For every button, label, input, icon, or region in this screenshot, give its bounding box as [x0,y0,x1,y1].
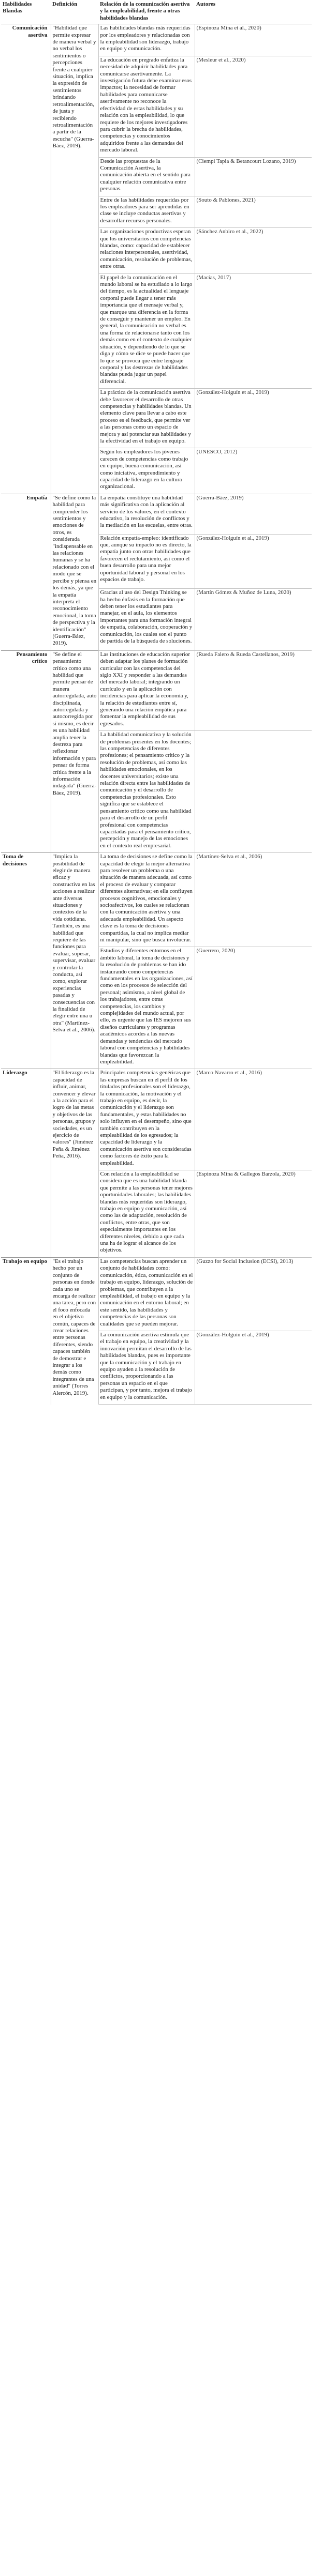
relation-text: Relación empatía-empleo: identificado que, aunque su impacto no es directo, la empatía junto con otras habilidades que favorecen el reclutamiento, así como el buen desarrollo para una mejor oportunidad laboral y personal en los espacios de trabajo. [100,535,192,583]
relation-cell [98,947,195,1069]
relation-text: Las organizaciones productivas esperan que los universitarios con competencias blandas, como: capacidad de establecer relaciones interpersonales, asertividad, comunicación, resolución de problemas, entre otras. [100,228,192,270]
definition-cell-empatia [51,494,98,650]
relation-text: Con relación a la empleabilidad se considera que es una habilidad blanda que permite a las personas tener mejores oportunidades laborales; las habilidades blandas más requeridas son liderazgo, trabajo en equipo y comunicación, así como las de adaptación, resolución de conflictos, entre otras, que son especialmente importantes en los diferentes niveles, debido a que cada una ha de lograr el alcance de los objetivos. [100,1171,193,1254]
definition-text: "Se define como la habilidad para comprender los sentimientos y emociones de otros, es considerada "indispensable en las relaciones humanas y se ha relacionado con el modo que se percibe y piensa en los demás, ya que la empatía interpreta el reconocimiento emocional, la toma de perspectiva y la identificación" (Guerra-Báez, 2019). [52,494,97,647]
header-definition: Definición [51,0,98,24]
relation-text: Gracias al uso del Design Thinking se ha hecho énfasis en la formación que deben tener los estudiantes para manejar, en el aula, los elementos importantes para una formación integral de empatía, colaboración, cooperación y comunicación, los cuales son el punto de partida de la búsqueda de soluciones. [100,589,193,645]
definition-cell-toma [51,853,98,1069]
skill-name: Toma de decisiones [3,853,27,867]
author-citation: (González-Holguín et al., 2019) [196,1331,269,1338]
definition-cell-liderazgo [51,1069,98,1258]
definition-text: "Habilidad que permite expresar de manera verbal y no verbal los sentimientos o percepciones frente a cualquier situación, implica la expresión de sentimientos brindando retroalimentación, de justa y recibiendo retroalimentación a partir de la escucha" (Guerra-Báez, 2019). [52,25,96,149]
relation-text: Las instituciones de educación superior deben adaptar los planes de formación curricular con las competencias del siglo XXI y responder a las demandas del mercado laboral; integrando un currículo y en la aplicación con incidencias para aplicar la economía y, la relación de estudiantes entre sí, generando una relación empática para fomentar la empleabilidad de sus egresados. [100,651,191,727]
skill-cell-trabajo [1,1257,51,1404]
author-citation: (Marco Navarro et al., 2016) [196,1070,262,1076]
author-citation: (Guzzo for Social Inclusion (ECSI), 2013) [196,1258,294,1264]
table-row [1,1069,312,1170]
relation-cell [98,1331,195,1404]
author-cell [195,157,312,196]
relation-text: Las competencias buscan aprender un conjunto de habilidades como: comunicación, ética, comunicación en el trabajo en equipo, liderazgo, solución de problemas, que contribuyen a la empleabilidad, el trabajo en equipo y la comunicación en el entorno laboral; en este sentido, las habilidades y competencias de las personas son cualidades que se pueden mejorar. [100,1258,193,1327]
author-citation: (Guerrero, 2020) [196,948,236,954]
relation-cell [98,196,195,228]
skill-name: Trabajo en equipo [3,1258,47,1264]
relation-text: El papel de la comunicación en el mundo laboral se ha estudiado a lo largo del tiempo, es la actualidad el lenguaje corporal puede llegar a tener más importancia que el mensaje verbal y, que marque una diferencia en la forma de conseguir y mantener un empleo. En general, la comunicación no verbal es una forma de relacionarse tanto con los demás como en el contexto de cualquier situación, y dependiendo de lo que se diga y cómo se dice se puede hacer que lo que se provoca que entre lenguaje corporal y las destrezas de habilidades blandas pueda jugar un papel diferencial. [100,274,193,385]
author-cell [195,228,312,273]
header-relation: Relación de la comunicación asertiva y la empleabilidad, frente a otras habilidades blandas [98,0,195,24]
author-citation: (UNESCO, 2012) [196,449,238,455]
table-row [1,494,312,534]
author-cell [195,947,312,1069]
relation-cell [98,731,195,853]
skill-name: Pensamiento crítico [16,651,48,665]
skill-cell-pensamiento [1,650,51,852]
relation-cell [98,56,195,157]
definition-text: "Es el trabajo hecho por un conjunto de personas en donde cada uno se encarga de realizar una tarea, pero con el foco enfocada en el objetivo común, capaces de crear relaciones entre personas diferentes, siendo capaces también de demostrar e integrar a los demás como integrantes de una unidad" (Torres Alercón, 2019). [52,1258,96,1396]
relation-cell [98,228,195,273]
author-cell [195,589,312,651]
definition-text: "Se define el pensamiento crítico como una habilidad que permite pensar de manera autorregulada, auto disciplinada, autorregulada y autocorregida por sí mismo, es decir es una habilidad amplia tener la destreza para reflexionar información y para pensar de forma crítica frente a la información indagada" (Guerra-Báez, 2019). [52,651,97,796]
skill-cell-toma [1,853,51,1069]
relation-cell [98,650,195,730]
author-cell [195,1170,312,1258]
author-cell [195,650,312,730]
skill-cell-comunicacion [1,24,51,494]
author-cell [195,534,312,589]
author-citation: (Rueda Falero & Rueda Castellanos, 2019) [196,651,295,658]
author-cell [195,56,312,157]
relation-cell [98,24,195,56]
soft-skills-table [1,0,312,1405]
skill-cell-liderazgo [1,1069,51,1258]
table-row [1,1257,312,1331]
relation-text: La habilidad comunicativa y la solución de problemas presentes en los docentes; las competencias de diferentes profesiones; el pensamiento crítico y la resolución de problemas, así como las habilidades emocionales, en los docentes universitarios; existe una relación directa entre las habilidades de comunicación y el desarrollo de competencias profesionales. Esto significa que se establece el pensamiento crítico como una habilidad para el desarrollo de un perfil profesional con competencias capacitadas para el pensamiento crítico, percepción y manejo de las emociones en el contexto real empresarial. [100,731,192,849]
definition-cell-comunicacion [51,24,98,494]
definition-cell-trabajo [51,1257,98,1404]
relation-text: Desde las propuestas de la Comunicación Asertiva, la comunicación abierta en el sentido para cualquier relación comunicativa entre personas. [100,158,191,192]
author-cell [195,24,312,56]
definition-text: "El liderazgo es la capacidad de influir, animar, convencer y elevar a la acción para el logro de las metas y objetivos de las personas, grupos y sociedades, es un ejercicio de valores" (Jiménez Peña & Jiménez Peña, 2016). [52,1070,96,1160]
relation-text: La comunicación asertiva estimula que el trabajo en equipo, la creatividad y la innovación permitan el desarrollo de las habilidades blandas, pues es importante que la comunicación y el trabajo en equipo ayuden a la resolución de conflictos, proporcionando a las personas un espacio en el que participan, y por tanto, mejora el trabajo en equipo y la comunicación. [100,1331,192,1400]
author-cell [195,273,312,389]
author-cell [195,1069,312,1170]
author-cell [195,731,312,853]
relation-cell [98,589,195,651]
relation-text: Principales competencias genéricas que las empresas buscan en el perfil de los titulados profesionales son el liderazgo, la comunicación, la motivación y el trabajo en equipo, es decir, la comunicación y el liderazgo son fundamentales, y estas habilidades no solo influyen en el desempeño, sino que también contribuyen en la empleabilidad de los egresados; la capacidad de liderazgo y la comunicación asertiva son consideradas como factores de éxito para la empleabilidad. [100,1070,192,1166]
relation-text: Las habilidades blandas más requeridas por los empleadores y relacionadas con la empleabilidad son liderazgo, trabajo en equipo y comunicación. [100,25,191,52]
skill-name: Comunicación asertiva [12,25,48,38]
author-citation: (Martín Gómez & Muñoz de Luna, 2020) [196,589,291,596]
skill-cell-empatia [1,494,51,650]
relation-cell [98,534,195,589]
relation-text: Entre de las habilidades requeridas por los empleadores para ser aprendidas en clase se incluye conductas asertivas y desarrollar recursos personales. [100,196,189,224]
author-cell [195,494,312,534]
author-cell [195,196,312,228]
relation-cell [98,389,195,448]
author-cell [195,1331,312,1404]
relation-cell [98,157,195,196]
author-cell [195,389,312,448]
table-row [1,24,312,56]
relation-text: La empatía constituye una habilidad más significativa con la aplicación al servicio de los valores, en el contexto educativo, la resolución de conflictos y la mediación en las escuelas, entre otras. [100,494,193,529]
relation-cell [98,494,195,534]
table-row [1,650,312,730]
relation-cell [98,448,195,494]
relation-cell [98,1069,195,1170]
table-header-row [1,0,312,24]
author-cell [195,448,312,494]
author-citation: (Guerra-Báez, 2019) [196,494,244,501]
author-citation: (González-Holguín et al., 2019) [196,389,269,396]
header-authors: Autores [195,0,312,24]
relation-text: Según los empleadores los jóvenes carecen de competencias como trabajo en equipo, buena comunicación, así como iniciativa, emprendimiento y capacidad de liderazgo en la cultura organizacional. [100,449,188,490]
author-citation: (Macías, 2017) [196,274,231,281]
relation-text: Estudios y diferentes entornos en el ámbito laboral, la toma de decisiones y la resolución de problemas se han ido instaurando como competencias fundamentales en las organizaciones, así como en los procesos de selección del personal; asimismo, a nivel global de los trabajadores, entre otras competencias, los cambios y complejidades del mundo actual, por ello, es urgente que las IES mejoren sus diseños curriculares y programas académicos acordes a las nuevas demandas y tendencias del mercado laboral con competencias y habilidades blandas que favorezcan la empleabilidad. [100,948,193,1065]
author-citation: (Souto & Pablones, 2021) [196,196,256,203]
author-citation: (Sánchez Anbiro et al., 2022) [196,228,264,235]
skill-name: Empatía [26,494,48,501]
author-citation: (Espinoza Mina & Gallegos Barzola, 2020) [196,1171,296,1177]
author-cell [195,1257,312,1331]
author-citation: (Mesleur et al., 2020) [196,56,246,63]
definition-text: "Implica la posibilidad de elegir de manera eficaz y constructiva en las acciones a realizar ante diversas situaciones y contextos de la vida cotidiana. También, es una habilidad que requiere de las funciones para evaluar, sopesar, supervisar, evaluar y controlar la conducta, así como, explorar experiencias pasadas y consecuencias con la finalidad de elegir entre una u otra" (Martínez-Selva et al., 2006). [52,853,96,1033]
skill-name: Liderazgo [3,1070,27,1076]
table-row [1,853,312,947]
author-citation: (Ciempi Tapia & Betancourt Lozano, 2019) [196,158,296,164]
author-citation: (Martínez-Selva et al., 2006) [196,853,262,860]
relation-cell [98,1257,195,1331]
relation-cell [98,273,195,389]
relation-cell [98,853,195,947]
relation-text: La educación en pregrado enfatiza la necesidad de adquirir habilidades para comunicarse asertivamente. La investigación futura debe examinar esos impactos; la necesidad de formar habilidades para comunicarse asertivamente no reconoce la efectividad de estas habilidades y su relación con la empleabilidad, lo que requiere de los mejores investigadores para cubrir la brecha de habilidades, competencias y conocimientos adquiridos frente a las demandas del mercado laboral. [100,56,192,154]
relation-cell [98,1170,195,1258]
relation-text: La toma de decisiones se define como la capacidad de elegir la mejor alternativa para resolver un problema o una situación de manera adecuada, así como el proceso de evaluar y comparar diferentes alternativas; en ella confluyen procesos cognitivos, emocionales y socioafectivos, los cuales se relacionan con la comunicación asertiva y una adecuada empleabilidad. Un aspecto clave es la toma de decisiones compartidas, la cual no implica mediar ni manipular, sino que busca involucrar. [100,853,193,943]
relation-text: La práctica de la comunicación asertiva debe favorecer el desarrollo de otras competencias y habilidades blandas. Un elemento clave para llevar a cabo este proceso es el feedback, que permite ver a las personas como un espacio de mejora y así potenciar sus habilidades y la efectividad en el trabajo en equipo. [100,389,192,444]
table-body [1,24,312,1405]
author-citation: (Espinoza Mina et al., 2020) [196,25,261,32]
author-cell [195,853,312,947]
header-skill: Habilidades Blandas [1,0,51,24]
author-citation: (González-Holguín et al., 2019) [196,535,269,541]
definition-cell-pensamiento [51,650,98,852]
